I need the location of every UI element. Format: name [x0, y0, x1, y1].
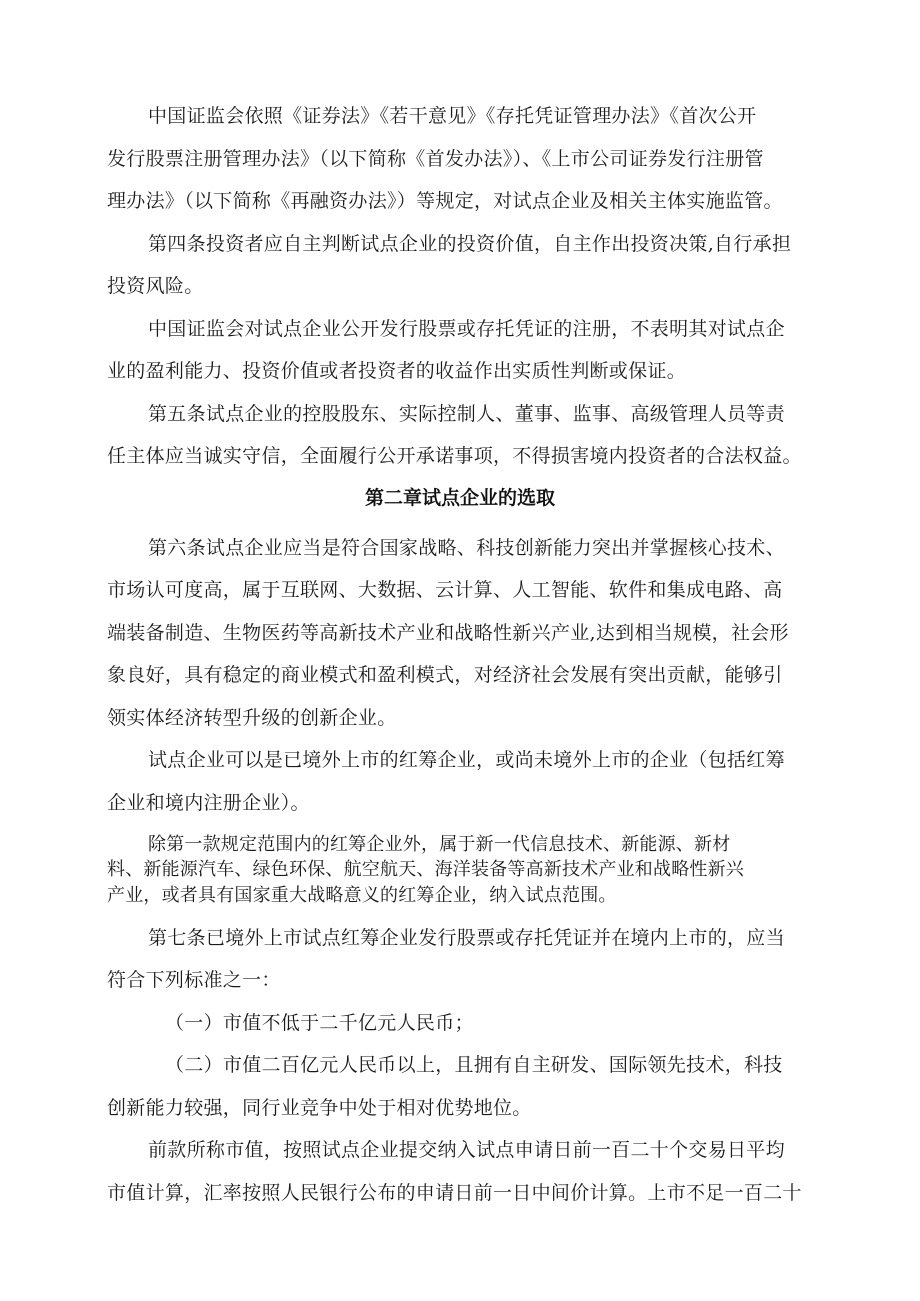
paragraph-line: 中国证监会对试点企业公开发行股票或存托凭证的注册，不表明其对试点企 [148, 318, 785, 340]
list-item: （二）市值二百亿元人民币以上，且拥有自主研发、国际领先技术，科技 [165, 1054, 783, 1076]
article-6-line: 领实体经济转型升级的创新企业。 [107, 707, 397, 729]
article-5-line: 任主体应当诚实守信，全面履行公开承诺事项，不得损害境内投资者的合法权益。 [107, 445, 802, 467]
chapter-heading: 第二章试点企业的选取 [364, 487, 555, 509]
article-6-line: 象良好，具有稳定的商业模式和盈利模式，对经济社会发展有突出贡献，能够引 [107, 664, 783, 686]
paragraph-line: 料、新能源汽车、绿色环保、航空航天、海洋装备等高新技术产业和战略性新兴 [107, 859, 744, 880]
paragraph-line: 企业和境内注册企业）。 [107, 792, 310, 814]
article-4-line: 第四条投资者应自主判断试点企业的投资价值，自主作出投资决策,自行承担 [148, 233, 792, 255]
paragraph-line: 业的盈利能力、投资价值或者投资者的收益作出实质性判断或保证。 [107, 360, 687, 382]
article-6-line: 第六条试点企业应当是符合国家战略、科技创新能力突出并掌握核心技术、 [148, 537, 785, 559]
paragraph-line: 产业，或者具有国家重大战略意义的红筹企业，纳入试点范围。 [107, 885, 617, 906]
paragraph-line: 发行股票注册管理办法》（以下简称《首发办法》）、《上市公司证券发行注册管 [107, 148, 764, 170]
list-item: （一）市值不低于二千亿元人民币； [165, 1012, 474, 1034]
article-7-line: 符合下列标准之一： [107, 969, 281, 991]
article-5-line: 第五条试点企业的控股股东、实际控制人、董事、监事、高级管理人员等责 [148, 403, 785, 425]
paragraph-line: 前款所称市值，按照试点企业提交纳入试点申请日前一百二十个交易日平均 [148, 1139, 785, 1161]
article-6-line: 端装备制造、生物医药等高新技术产业和战略性新兴产业,达到相当规模，社会形 [107, 622, 789, 644]
paragraph-line: 市值计算，汇率按照人民银行公布的申请日前一日中间价计算。上市不足一百二十 [107, 1182, 802, 1204]
paragraph-line: 试点企业可以是已境外上市的红筹企业，或尚未境外上市的企业（包括红筹 [148, 749, 785, 771]
article-7-line: 第七条已境外上市试点红筹企业发行股票或存托凭证并在境内上市的，应当 [148, 927, 785, 949]
list-item-continuation: 创新能力较强，同行业竞争中处于相对优势地位。 [107, 1097, 532, 1119]
article-4-line: 投资风险。 [107, 275, 204, 297]
article-6-line: 市场认可度高，属于互联网、大数据、云计算、人工智能、软件和集成电路、高 [107, 579, 783, 601]
paragraph-line: 中国证监会依照《证券法》《若干意见》《存托凭证管理办法》《首次公开 [148, 105, 757, 127]
paragraph-line: 理办法》（以下简称《再融资办法》）等规定，对试点企业及相关主体实施监管。 [107, 190, 783, 212]
paragraph-line: 除第一款规定范围内的红筹企业外，属于新一代信息技术、新能源、新材 [148, 834, 731, 855]
